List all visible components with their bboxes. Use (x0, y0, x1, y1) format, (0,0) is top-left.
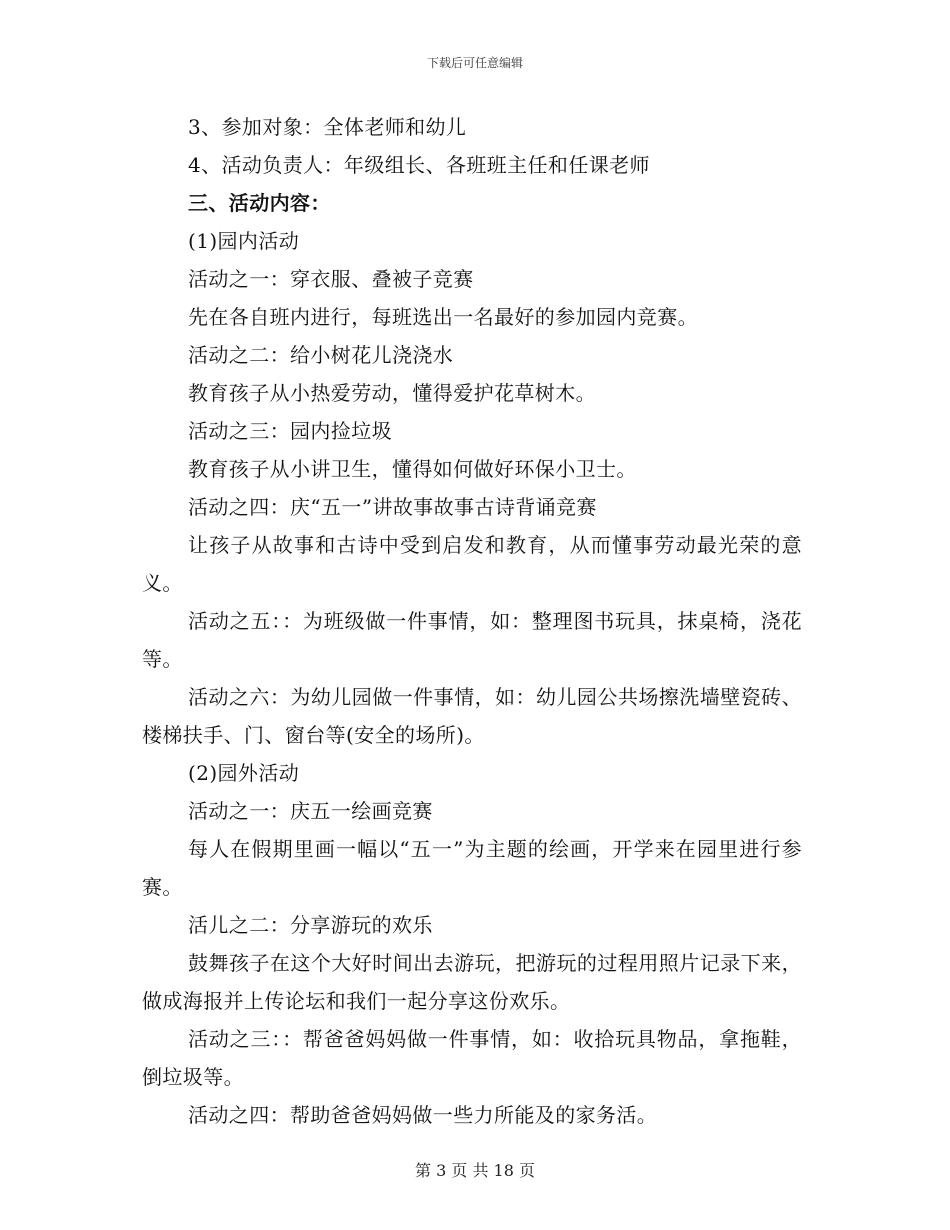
paragraph-outdoor-activity-1-desc: 每人在假期里画一幅以“五一”为主题的绘画，开学来在园里进行参赛。 (142, 837, 802, 899)
header-note: 下载后可任意编辑 (426, 56, 523, 70)
paragraph-outdoor-activity-2: 活儿之二：分享游玩的欢乐 (188, 913, 433, 937)
paragraph-activity-5: 活动之五：：为班级做一件事情，如：整理图书玩具，抹桌椅，浇花等。 (142, 609, 802, 671)
paragraph-activity-2: 活动之二：给小树花儿浇浇水 (188, 343, 454, 367)
subheading-indoor-activities: (1)园内活动 (188, 229, 300, 253)
paragraph-responsible: 4、活动负责人：年级组长、各班班主任和任课老师 (188, 153, 650, 177)
paragraph-activity-1: 活动之一：穿衣服、叠被子竞赛 (188, 267, 474, 291)
paragraph-outdoor-activity-4: 活动之四：帮助爸爸妈妈做一些力所能及的家务活。 (188, 1103, 658, 1127)
document-body (142, 108, 802, 1134)
paragraph-participants: 3、参加对象：全体老师和幼儿 (188, 115, 467, 139)
page-number: 第 3 页 共 18 页 (415, 1161, 535, 1180)
paragraph-activity-4: 活动之四：庆“五一”讲故事故事古诗背诵竞赛 (188, 495, 597, 519)
paragraph-activity-1-desc: 先在各自班内进行，每班选出一名最好的参加园内竞赛。 (188, 305, 698, 329)
paragraph-activity-3: 活动之三：园内捡垃圾 (188, 419, 392, 443)
paragraph-activity-6: 活动之六：为幼儿园做一件事情，如：幼儿园公共场擦洗墙壁瓷砖、楼梯扶手、门、窗台等(安全的场所)。 (142, 685, 802, 747)
paragraph-outdoor-activity-3: 活动之三：：帮爸爸妈妈做一件事情，如：收拾玩具物品，拿拖鞋，倒垃圾等。 (142, 1027, 802, 1089)
paragraph-activity-3-desc: 教育孩子从小讲卫生，懂得如何做好环保小卫士。 (188, 457, 637, 481)
paragraph-activity-2-desc: 教育孩子从小热爱劳动，懂得爱护花草树木。 (188, 381, 596, 405)
section-heading-activity-content: 三、活动内容： (188, 191, 331, 215)
paragraph-outdoor-activity-1: 活动之一：庆五一绘画竞赛 (188, 799, 433, 823)
paragraph-outdoor-activity-2-desc: 鼓舞孩子在这个大好时间出去游玩，把游玩的过程用照片记录下来，做成海报并上传论坛和我们一起分享这份欢乐。 (142, 951, 802, 1013)
subheading-outdoor-activities: (2)园外活动 (188, 761, 300, 785)
paragraph-activity-4-desc: 让孩子从故事和古诗中受到启发和教育，从而懂事劳动最光荣的意义。 (142, 533, 802, 595)
